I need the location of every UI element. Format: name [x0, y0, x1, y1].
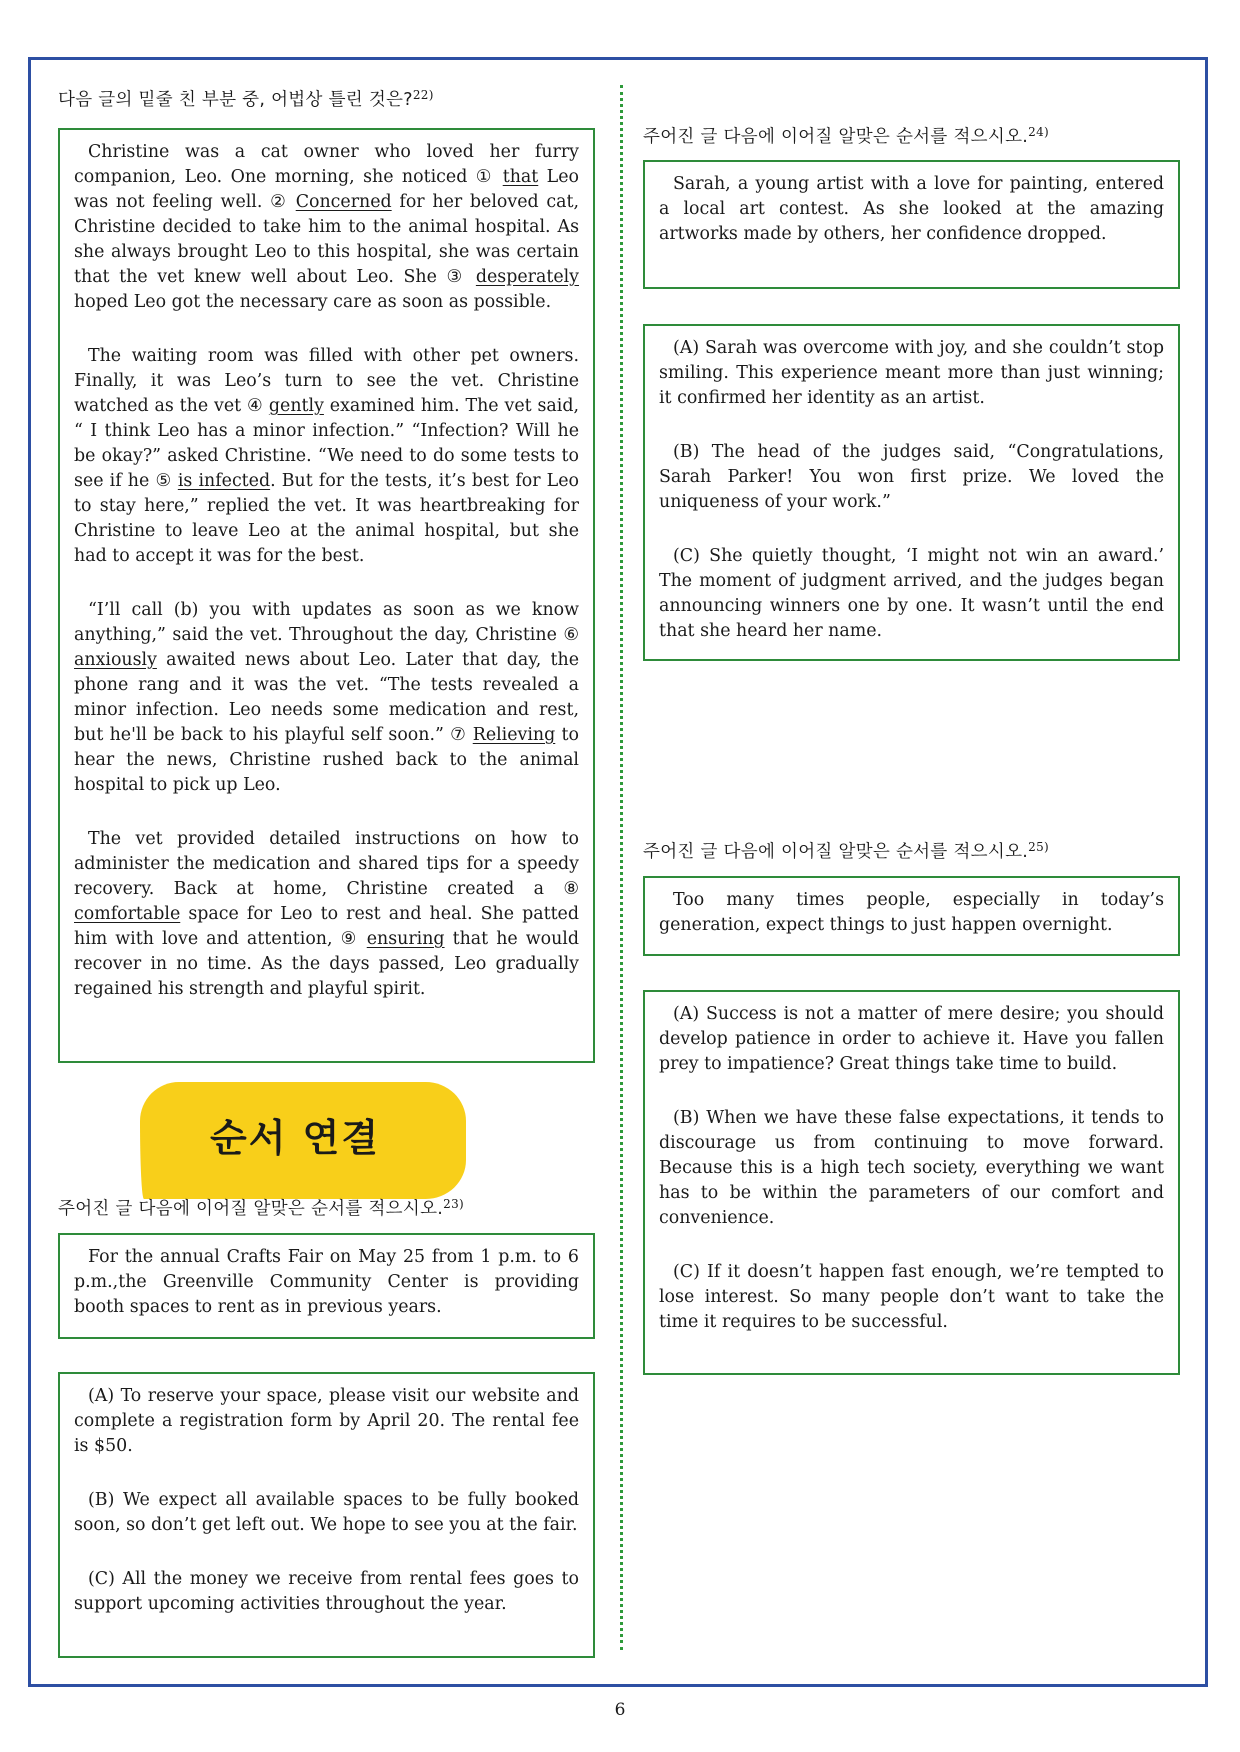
option-a: (A) Sarah was overcome with joy, and she couldn’t stop smiling. This experience meant more than just winning; it confirmed her identity as an artist.: [659, 338, 1164, 408]
question-24-options: [643, 324, 1180, 661]
question-22-passage: [58, 128, 595, 1063]
option-c: (C) She quietly thought, ‘I might not win an award.’ The moment of judgment arrived, and the judges began announcing winners one by one. It wasn’t until the end that she heard her name.: [659, 546, 1164, 641]
question-25-given-text: [643, 876, 1180, 956]
question-22-text: 다음 글의 밑줄 친 부분 중, 어법상 틀린 것은?: [58, 90, 413, 110]
underline-1: that: [502, 167, 539, 187]
underline-9: ensuring: [366, 929, 445, 949]
column-divider: [620, 85, 623, 1650]
question-23-given-text: [58, 1233, 595, 1339]
question-24-number: 24): [1028, 125, 1049, 139]
option-b: (B) The head of the judges said, “Congratulations, Sarah Parker! You won first prize. We loved the uniqueness of your work.”: [659, 442, 1164, 512]
option-c: (C) All the money we receive from rental fees goes to support upcoming activities throughout the year.: [74, 1569, 579, 1614]
given-paragraph: Too many times people, especially in today’s generation, expect things to just happen overnight.: [659, 890, 1164, 935]
question-23-text: 주어진 글 다음에 이어질 알맞은 순서를 적으시오.: [58, 1199, 444, 1219]
passage-paragraph-3: “I’ll call (b) you with updates as soon as we know anything,” said the vet. Throughout the day, Christine ⑥ anxiously awaited news about Leo. Later that day, the phone rang and it was the vet. “The tests revealed a minor infection. Leo needs some medication and rest, but he'll be back to his playful self soon.” ⑦ Relieving to hear the news, Christine rushed back to the animal hospital to pick up Leo.: [74, 600, 579, 795]
given-paragraph: Sarah, a young artist with a love for painting, entered a local art contest. As she looked at the amazing artworks made by others, her confidence dropped.: [659, 174, 1164, 244]
given-paragraph: For the annual Crafts Fair on May 25 from 1 p.m. to 6 p.m.,the Greenville Community Center is providing booth spaces to rent as in previous years.: [74, 1247, 579, 1317]
question-22-number: 22): [412, 88, 434, 102]
underline-7: Relieving: [472, 725, 556, 745]
underline-4: gently: [268, 396, 324, 416]
question-25-number: 25): [1028, 840, 1049, 854]
question-24-text: 주어진 글 다음에 이어질 알맞은 순서를 적으시오.: [643, 127, 1029, 147]
question-23-number: 23): [443, 1197, 464, 1211]
page-number: 6: [614, 1700, 626, 1720]
question-25-options: [643, 990, 1180, 1375]
section-banner-label: 순서 연결: [210, 1116, 381, 1160]
option-a: (A) To reserve your space, please visit our website and complete a registration form by April 20. The rental fee is $50.: [74, 1386, 579, 1456]
question-25-text: 주어진 글 다음에 이어질 알맞은 순서를 적으시오.: [643, 842, 1029, 862]
question-23-options: [58, 1372, 595, 1658]
question-25-title: [643, 838, 1049, 863]
underline-2: Concerned: [295, 192, 392, 212]
passage-paragraph-2: The waiting room was filled with other pet owners. Finally, it was Leo’s turn to see the vet. Christine watched as the vet ④ gently examined him. The vet said, “ I think Leo has a minor infection.” “Infection? Will he be okay?” asked Christine. “We need to do some tests to see if he ⑤ is infected. But for the tests, it’s best for Leo to stay here,” replied the vet. It was heartbreaking for Christine to leave Leo at the animal hospital, but she had to accept it was for the best.: [74, 346, 580, 566]
underline-5: is infected: [177, 471, 271, 491]
option-c: (C) If it doesn’t happen fast enough, we’re tempted to lose interest. So many people don’t want to take the time it requires to be successful.: [659, 1262, 1164, 1332]
option-b: (B) We expect all available spaces to be fully booked soon, so don’t get left out. We hope to see you at the fair.: [74, 1490, 579, 1535]
underline-8: comfortable: [74, 904, 181, 924]
passage-paragraph-1: Christine was a cat owner who loved her furry companion, Leo. One morning, she noticed ① that Leo was not feeling well. ② Concerned for her beloved cat, Christine decided to take him to the animal hospital. As she always brought Leo to this hospital, she was certain that the vet knew well about Leo. She ③ desperately hoped Leo got the necessary care as soon as possible.: [74, 142, 580, 312]
question-24-title: [643, 123, 1049, 148]
underline-3: desperately: [475, 267, 579, 287]
underline-6: anxiously: [74, 650, 157, 670]
option-a: (A) Success is not a matter of mere desire; you should develop patience in order to achieve it. Have you fallen prey to impatience? Great things take time to build.: [659, 1004, 1164, 1074]
question-23-title: [58, 1195, 464, 1220]
option-b: (B) When we have these false expectations, it tends to discourage us from continuing to move forward. Because this is a high tech society, everything we want has to be within the parameters of our comfort and convenience.: [659, 1108, 1164, 1228]
question-22-title: [58, 86, 434, 111]
question-24-given-text: [643, 160, 1180, 289]
passage-paragraph-4: The vet provided detailed instructions on how to administer the medication and shared tips for a speedy recovery. Back at home, Christine created a ⑧ comfortable space for Leo to rest and heal. She patted him with love and attention, ⑨ ensuring that he would recover in no time. As the days passed, Leo gradually regained his strength and playful spirit.: [74, 829, 579, 999]
